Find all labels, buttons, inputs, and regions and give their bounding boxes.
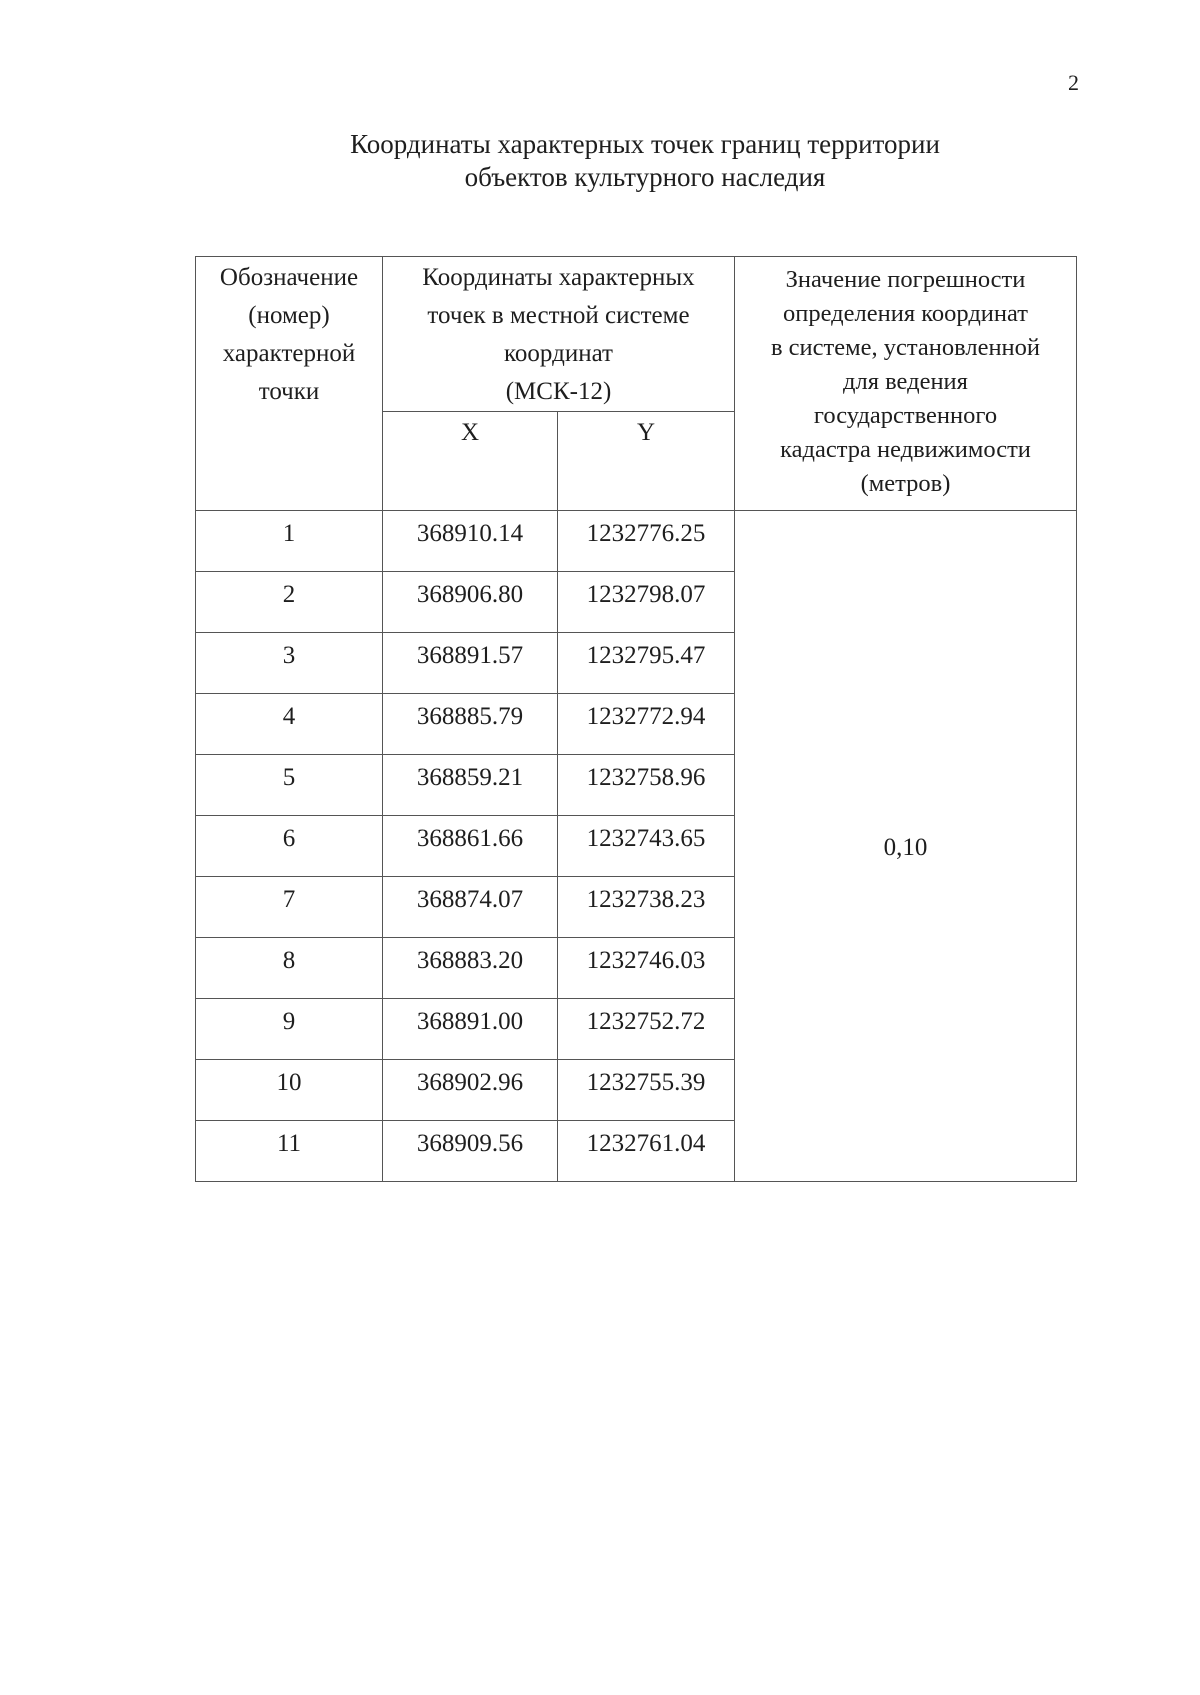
table-row xyxy=(196,511,1077,572)
y-value: 1232798.07 xyxy=(558,572,735,633)
x-value: 368910.14 xyxy=(383,511,558,572)
x-value: 368909.56 xyxy=(383,1121,558,1182)
point-number: 9 xyxy=(196,999,383,1060)
x-value: 368891.00 xyxy=(383,999,558,1060)
point-number: 2 xyxy=(196,572,383,633)
x-value: 368861.66 xyxy=(383,816,558,877)
x-value: 368859.21 xyxy=(383,755,558,816)
y-value: 1232772.94 xyxy=(558,694,735,755)
document-title xyxy=(0,128,1200,194)
x-value: 368891.57 xyxy=(383,633,558,694)
y-value: 1232758.96 xyxy=(558,755,735,816)
x-value: 368883.20 xyxy=(383,938,558,999)
point-number: 6 xyxy=(196,816,383,877)
coordinates-table xyxy=(195,256,1077,1182)
x-value: 368885.79 xyxy=(383,694,558,755)
point-number: 5 xyxy=(196,755,383,816)
header-x: X xyxy=(383,412,558,511)
y-value: 1232776.25 xyxy=(558,511,735,572)
y-value: 1232746.03 xyxy=(558,938,735,999)
point-number: 4 xyxy=(196,694,383,755)
title-line-2: объектов культурного наследия xyxy=(464,162,826,192)
page-number: 2 xyxy=(1068,70,1079,95)
title-line-1: Координаты характерных точек границ территории xyxy=(350,129,940,159)
error-value: 0,10 xyxy=(735,511,1077,1182)
x-value: 368902.96 xyxy=(383,1060,558,1121)
header-coordinates: Координаты характерных точек в местной системе координат (МСК-12) xyxy=(383,257,735,412)
header-designation: Обозначение (номер) характерной точки xyxy=(196,257,383,511)
point-number: 8 xyxy=(196,938,383,999)
point-number: 10 xyxy=(196,1060,383,1121)
y-value: 1232738.23 xyxy=(558,877,735,938)
x-value: 368906.80 xyxy=(383,572,558,633)
y-value: 1232743.65 xyxy=(558,816,735,877)
x-value: 368874.07 xyxy=(383,877,558,938)
header-error: Значение погрешности определения координат в системе, установленной для ведения государственного кадастра недвижимости (метров) xyxy=(735,257,1077,511)
y-value: 1232795.47 xyxy=(558,633,735,694)
header-y: Y xyxy=(558,412,735,511)
y-value: 1232761.04 xyxy=(558,1121,735,1182)
point-number: 1 xyxy=(196,511,383,572)
y-value: 1232755.39 xyxy=(558,1060,735,1121)
point-number: 11 xyxy=(196,1121,383,1182)
point-number: 7 xyxy=(196,877,383,938)
point-number: 3 xyxy=(196,633,383,694)
y-value: 1232752.72 xyxy=(558,999,735,1060)
